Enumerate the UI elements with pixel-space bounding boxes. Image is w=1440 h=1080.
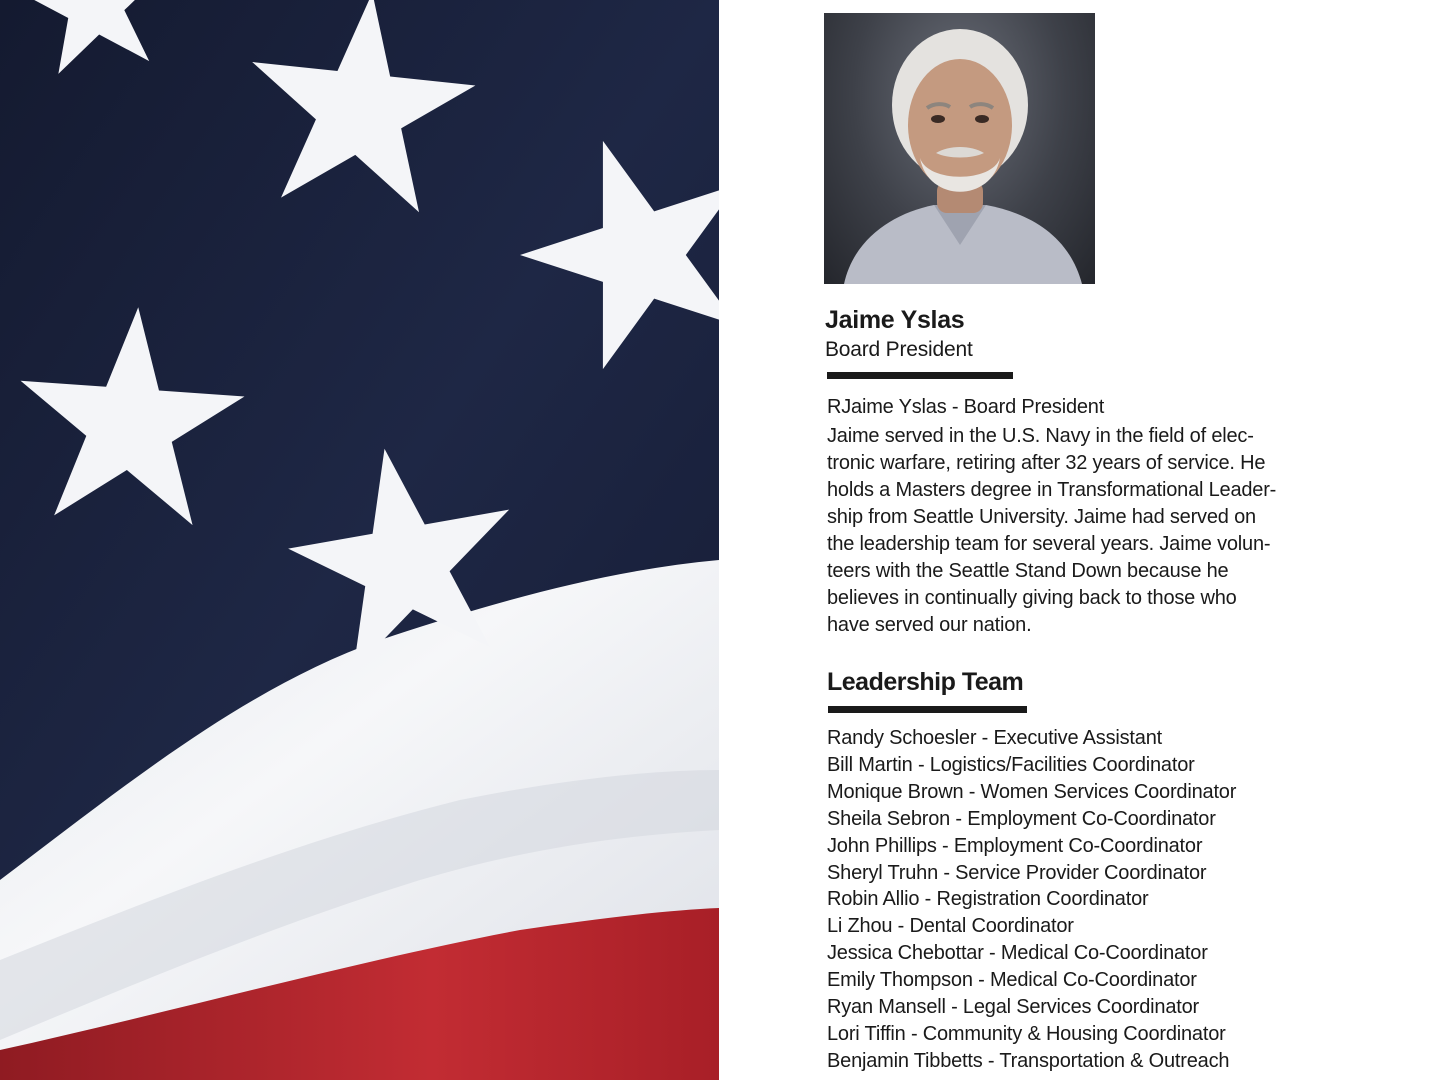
bio-heading: RJaime Yslas - Board President: [827, 396, 1105, 418]
team-member: Monique Brown - Women Services Coordinator: [827, 780, 1237, 803]
bio-line: teers with the Seattle Stand Down because he: [827, 560, 1229, 582]
american-flag-image: [0, 0, 719, 1080]
team-member: Emily Thompson - Medical Co-Coordinator: [827, 969, 1197, 992]
team-member: Ryan Mansell - Legal Services Coordinator: [827, 996, 1199, 1019]
portrait-photo: [824, 13, 1095, 284]
team-member: Lori Tiffin - Community & Housing Coordinator: [827, 1022, 1226, 1045]
team-member: Robin Allio - Registration Coordinator: [827, 888, 1149, 911]
team-list: [827, 725, 1236, 1075]
bio-line: Jaime served in the U.S. Navy in the field of elec-: [827, 425, 1254, 447]
profile-title: Board President: [825, 338, 973, 361]
bio-line: believes in continually giving back to those who: [827, 587, 1237, 609]
team-member: Jessica Chebottar - Medical Co-Coordinator: [827, 942, 1208, 965]
team-heading: Leadership Team: [827, 668, 1024, 696]
team-member: Randy Schoesler - Executive Assistant: [827, 727, 1162, 749]
team-member: Li Zhou - Dental Coordinator: [827, 915, 1074, 938]
bio-line: tronic warfare, retiring after 32 years of service. He: [827, 452, 1266, 474]
team-member: Bill Martin - Logistics/Facilities Coordinator: [827, 753, 1195, 776]
bio-text: [827, 423, 1317, 639]
divider: [827, 372, 1013, 379]
team-member: John Phillips - Employment Co-Coordinator: [827, 834, 1203, 857]
team-member: Sheila Sebron - Employment Co-Coordinator: [827, 807, 1216, 830]
team-member: Benjamin Tibbetts - Transportation & Outreach: [827, 1049, 1230, 1072]
team-member: Sheryl Truhn - Service Provider Coordinator: [827, 861, 1207, 884]
profile-name: Jaime Yslas: [825, 306, 965, 334]
bio-line: ship from Seattle University. Jaime had served on: [827, 506, 1256, 528]
bio-line: holds a Masters degree in Transformational Leader-: [827, 479, 1277, 501]
bio-line: have served our nation.: [827, 614, 1032, 636]
bio-line: the leadership team for several years. Jaime volun-: [827, 533, 1271, 555]
divider: [828, 706, 1027, 713]
